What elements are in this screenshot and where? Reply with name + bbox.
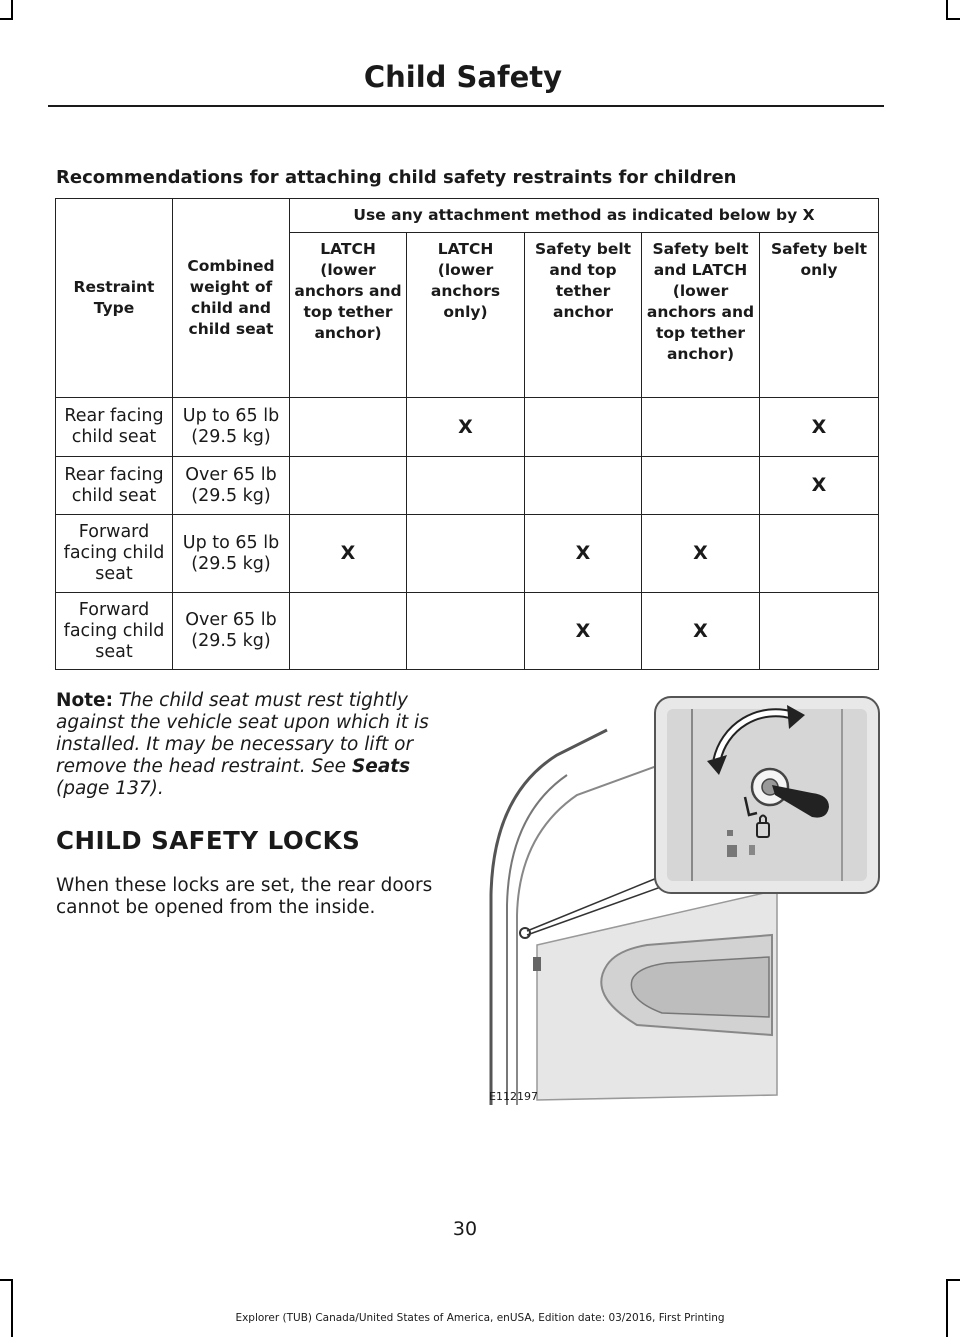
seats-link[interactable]: Seats	[351, 756, 411, 777]
restraint-type-cell: Forward facing child seat	[56, 515, 173, 593]
header-divider	[48, 105, 884, 107]
combined-weight-header: Combined weight of child and child seat	[173, 199, 290, 398]
mark-cell: X	[642, 593, 760, 670]
method-header-latch-tether: LATCH (lower anchors and top tether anchor)	[290, 233, 407, 398]
figure-id: E112197	[489, 1090, 538, 1103]
mark-cell	[290, 593, 407, 670]
note-text: The child seat must rest tightly against the vehicle seat upon which it is installed. It may be necessary to lift or remove the head restraint. See	[56, 690, 429, 777]
mark-cell: X	[407, 398, 525, 457]
body-paragraph: When these locks are set, the rear doors cannot be opened from the inside.	[56, 875, 433, 918]
section-heading: CHILD SAFETY LOCKS	[56, 826, 361, 855]
restraint-type-cell: Forward facing child seat	[56, 593, 173, 670]
mark-cell	[525, 398, 642, 457]
crop-mark	[946, 18, 960, 20]
method-header-belt-tether: Safety belt and top tether anchor	[525, 233, 642, 398]
weight-cell: Up to 65 lb (29.5 kg)	[173, 398, 290, 457]
mark-cell	[760, 593, 879, 670]
table-row	[56, 593, 879, 670]
restraint-type-header: Restraint Type	[56, 199, 173, 398]
weight-cell: Up to 65 lb (29.5 kg)	[173, 515, 290, 593]
method-header-belt-only: Safety belt only	[760, 233, 879, 398]
weight-cell: Over 65 lb (29.5 kg)	[173, 593, 290, 670]
mark-cell: X	[760, 457, 879, 515]
restraint-table	[55, 198, 879, 670]
table-row	[56, 515, 879, 593]
method-header-latch-only: LATCH (lower anchors only)	[407, 233, 525, 398]
crop-mark	[946, 1279, 948, 1337]
mark-cell	[407, 593, 525, 670]
crop-mark	[946, 1279, 960, 1281]
mark-cell	[290, 398, 407, 457]
child-lock-illustration	[487, 695, 883, 1105]
mark-cell	[290, 457, 407, 515]
crop-mark	[11, 1279, 13, 1337]
method-header-belt-latch: Safety belt and LATCH (lower anchors and top tether anchor)	[642, 233, 760, 398]
page-reference: (page 137).	[56, 778, 164, 799]
mark-cell: X	[760, 398, 879, 457]
crop-mark	[0, 18, 13, 20]
table-row	[56, 398, 879, 457]
attachment-method-group-header: Use any attachment method as indicated below by X	[290, 199, 879, 233]
note-paragraph	[56, 690, 456, 800]
crop-mark	[946, 0, 948, 18]
mark-cell: X	[642, 515, 760, 593]
footer-edition-info: Explorer (TUB) Canada/United States of America, enUSA, Edition date: 03/2016, First Printing	[235, 1312, 725, 1324]
mark-cell: X	[525, 515, 642, 593]
mark-cell	[407, 515, 525, 593]
mark-cell: X	[290, 515, 407, 593]
mark-cell	[760, 515, 879, 593]
page-number: 30	[452, 1218, 478, 1240]
restraint-type-cell: Rear facing child seat	[56, 398, 173, 457]
table-title: Recommendations for attaching child safety restraints for children	[56, 167, 737, 188]
mark-cell: X	[525, 593, 642, 670]
mark-cell	[407, 457, 525, 515]
page-title: Child Safety	[363, 60, 562, 94]
note-label: Note:	[56, 690, 113, 711]
mark-cell	[525, 457, 642, 515]
mark-cell	[642, 398, 760, 457]
weight-cell: Over 65 lb (29.5 kg)	[173, 457, 290, 515]
restraint-type-cell: Rear facing child seat	[56, 457, 173, 515]
crop-mark	[11, 0, 13, 18]
table-row	[56, 457, 879, 515]
mark-cell	[642, 457, 760, 515]
